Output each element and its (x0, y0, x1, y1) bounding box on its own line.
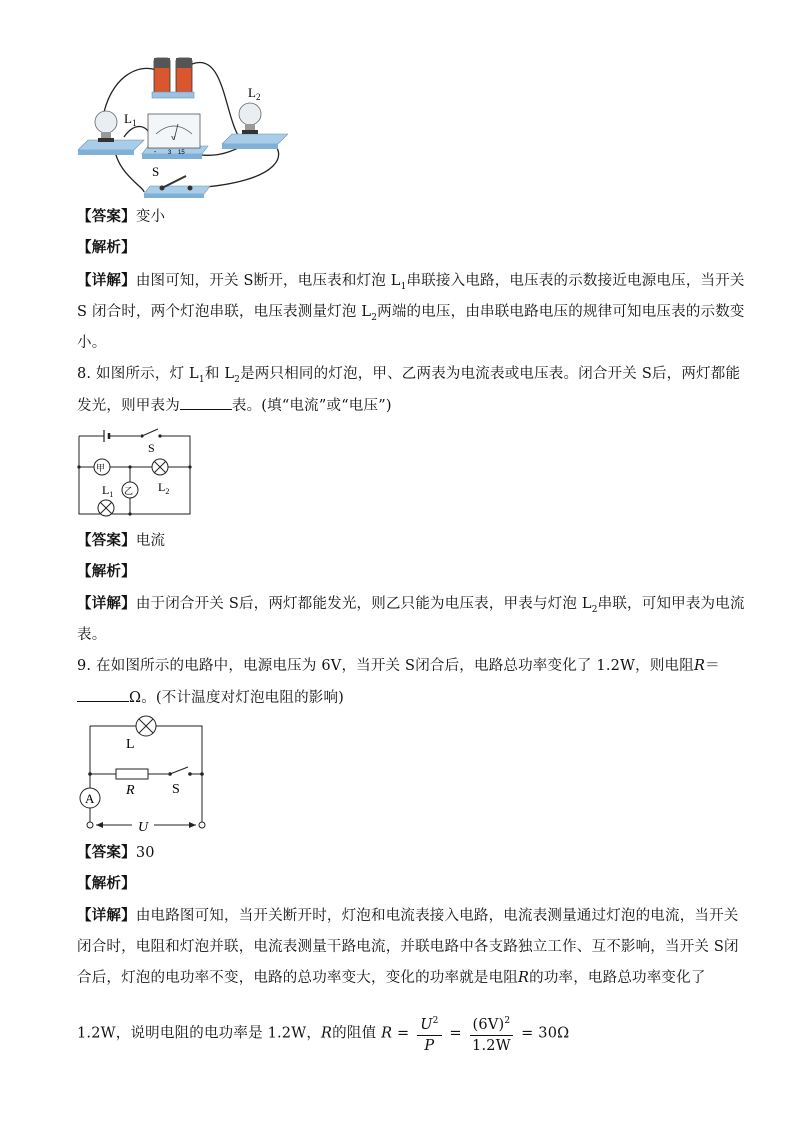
svg-text:-: - (154, 149, 157, 156)
svg-text:15: 15 (178, 150, 185, 156)
q9-stem-line-2: Ω。(不计温度对灯泡电阻的影响) (77, 687, 344, 708)
q8-circuit-diagram (74, 428, 198, 520)
q9-answer-blank (77, 687, 129, 702)
q9-stem-line-1: 9. 在如图所示的电路中，电源电压为 6V，当开关 S闭合后，电路总功率变化了 1.2W，则电阻R＝ (77, 658, 720, 674)
q8-fig-l1-label: $L_1$ (102, 483, 114, 499)
q9-detail-line-1: 【详解】由电路图可知，当开关断开时，灯泡和电流表接入电路，电流表测量通过灯泡的电流，当开关 (77, 907, 739, 924)
q9-fig-s-label: S (172, 782, 180, 797)
q9-ammeter: A (85, 791, 95, 806)
q9-analysis-label: 【解析】 (77, 875, 136, 892)
q9-detail-line-2: 闭合时，电阻和灯泡并联，电流表测量干路电流，并联电路中各支路独立工作、互不影响，当开关 S闭 (77, 939, 739, 955)
q7-answer: 【答案】变小 (77, 208, 166, 225)
q7-detail-line-3: 小。 (77, 335, 107, 351)
q8-detail-line-2: 表。 (77, 627, 107, 643)
q9-detail-line-3: 合后，灯泡的电功率不变，电路的总功率变大，变化的功率就是电阻R的功率，电路总功率变化了 (77, 970, 706, 986)
q7-analysis-label: 【解析】 (77, 239, 136, 256)
q7-circuit-figure (74, 52, 288, 200)
q7-fig-l1-label: $L_1$ (124, 111, 137, 128)
svg-text:V: V (171, 136, 176, 142)
q9-circuit-diagram (76, 712, 210, 838)
q8-answer-blank (180, 395, 232, 410)
q7-fig-s-label: S (152, 164, 160, 179)
q9-answer: 【答案】30 (77, 844, 155, 861)
q9-fig-u-label: U (138, 820, 149, 835)
q7-detail-line-2: S 闭合时，两个灯泡串联，电压表测量灯泡 $L_2$两端的电压，由串联电路电压的规律可知电压表的示数变 (77, 304, 745, 323)
q9-detail-line-4: 1.2W，说明电阻的电功率是 1.2W，R的阻值 R = $\frac{U^2}{P}$ = $\frac{(6V)^2}{1.2W}$ = 30Ω (77, 1011, 569, 1056)
q8-meter-jia: 甲 (96, 464, 106, 474)
q8-stem-line-2: 发光，则甲表为 表。(填“电流”或“电压”) (77, 395, 392, 416)
q8-answer: 【答案】电流 (77, 532, 166, 549)
q9-fig-r-label: R (126, 783, 135, 798)
q9-formula: R = $\frac{U^2}{P}$ = $\frac{(6V)^2}{1.2W}$ = 30Ω (381, 1011, 569, 1056)
q7-detail-line-1: 【详解】由图可知，开关 S断开，电压表和灯泡 $L_1$串联接入电路，电压表的示数接近电源电压，当开关 (77, 272, 745, 292)
q8-analysis-label: 【解析】 (77, 563, 136, 580)
q8-detail-line-1: 【详解】由于闭合开关 S后，两灯都能发光，则乙只能为电压表，甲表与灯泡 $L_2$串联，可知甲表为电流 (77, 595, 745, 615)
q8-fig-l2-label: $L_2$ (158, 480, 170, 496)
q8-stem-line-1: 8. 如图所示，灯 $L_1$和 $L_2$是两只相同的灯泡，甲、乙两表为电流表或电压表。闭合开关 S后，两灯都能 (77, 366, 741, 385)
q7-fig-l2-label: $L_2$ (248, 85, 261, 102)
svg-text:S: S (148, 441, 155, 455)
q9-fig-l-label: L (126, 737, 135, 752)
q8-meter-yi: 乙 (124, 487, 134, 497)
svg-text:3: 3 (168, 150, 172, 156)
